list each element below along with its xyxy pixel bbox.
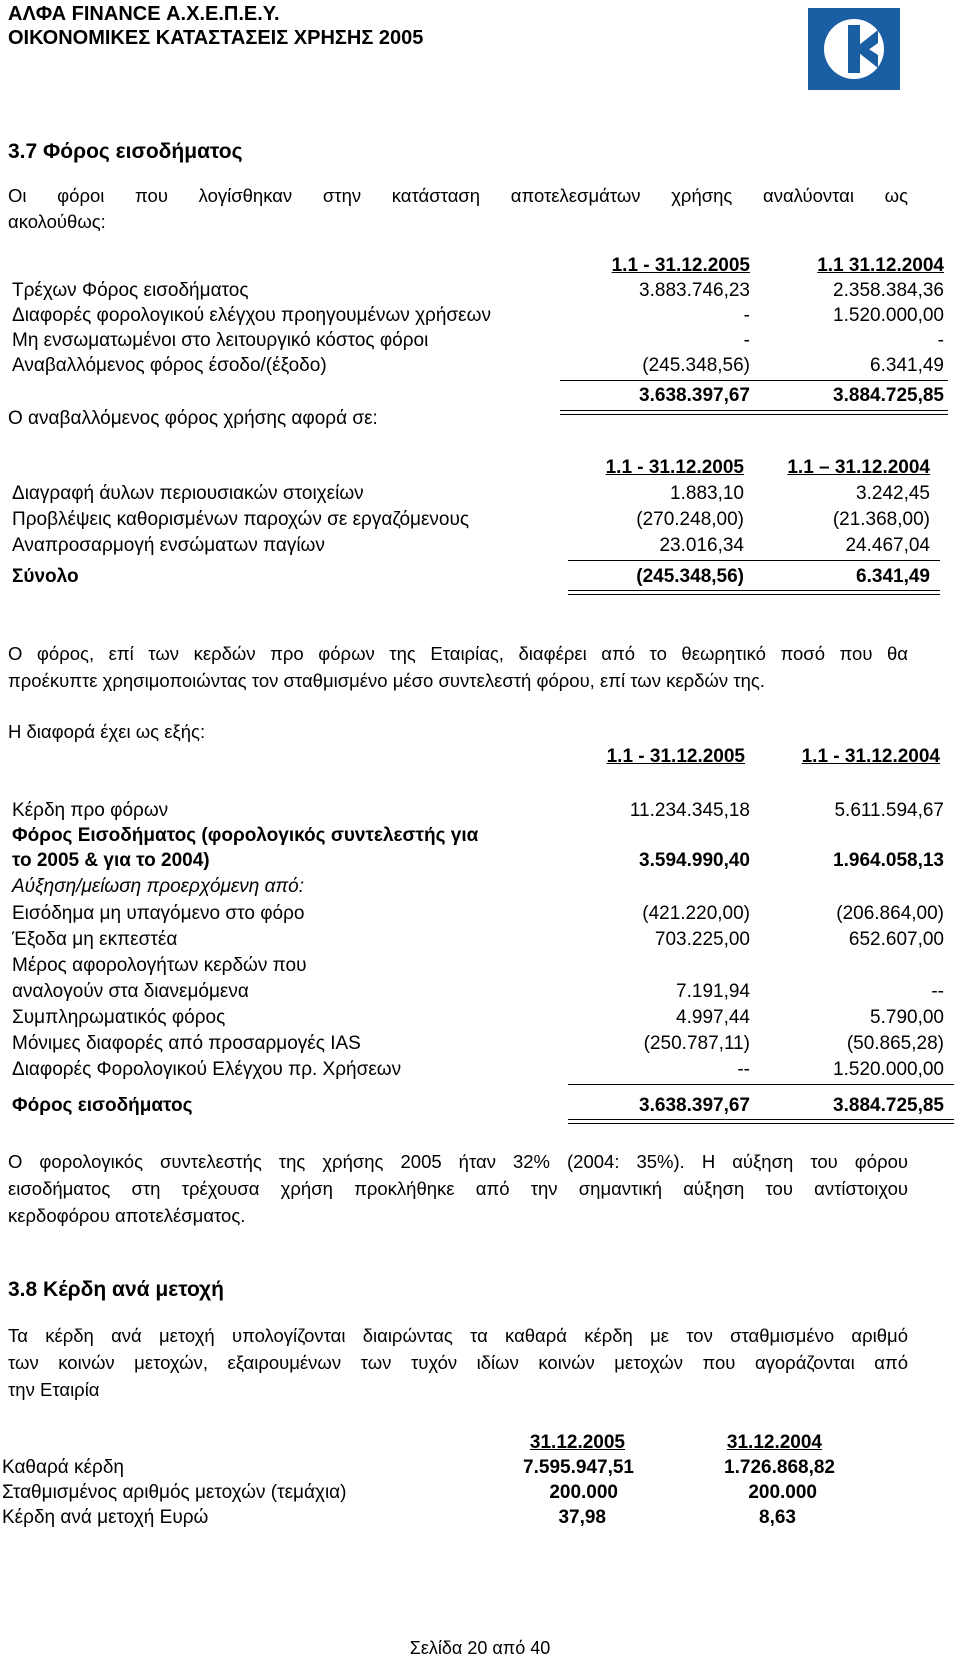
row-label: Αναβαλλόμενος φόρος έσοδο/(έξοδο) [12, 355, 327, 376]
row-value-2005: 37,98 [558, 1507, 606, 1528]
table-row [0, 955, 960, 981]
row-value-2004: - [937, 330, 944, 351]
table-row [0, 355, 960, 381]
total-label: Φόρος εισοδήματος [12, 1095, 193, 1116]
row-value-2004: 6.341,49 [870, 355, 944, 376]
document-title: ΟΙΚΟΝΟΜΙΚΕΣ ΚΑΤΑΣΤΑΣΕΙΣ ΧΡΗΣΗΣ 2005 [8, 27, 424, 49]
row-value-2004: (21.368,00) [832, 509, 930, 530]
table-row [0, 981, 960, 1007]
row-label: Αναπροσαρμογή ενσώματων παγίων [12, 535, 325, 556]
table-row [0, 800, 960, 826]
para3-line-1: Ο φορολογικός συντελεστής της χρήσης 2005 ήταν 32% (2004: 35%). Η αύξηση του φόρου [8, 1151, 908, 1172]
row-value-2004: 5.611.594,67 [834, 800, 944, 821]
eps-col2-header: 31.12.2004 [726, 1432, 822, 1453]
row-value-2005: 11.234.345,18 [629, 800, 750, 821]
company-name: ΑΛΦΑ FINANCE Α.Χ.Ε.Π.Ε.Υ. [8, 3, 280, 25]
table-row [0, 929, 960, 955]
row-value-2005: 7.595.947,51 [523, 1457, 634, 1478]
row-label: Διαφορές φορολογικού ελέγχου προηγουμένων χρήσεων [12, 305, 491, 326]
row-value-2005: (270.248,00) [636, 509, 744, 530]
row-label: Συμπληρωματικός φόρος [12, 1007, 226, 1028]
row-label: Αύξηση/μείωση προερχόμενη από: [12, 876, 305, 897]
para2-line-2: προέκυπτε χρησιμοποιώντας τον σταθμισμένο μέσο συντελεστή φόρου, επί των κερδών της. [8, 670, 765, 691]
deferred-tax-intro: Ο αναβαλλόμενος φόρος χρήσης αφορά σε: [8, 408, 378, 429]
row-label: αναλογούν στα διανεμόμενα [12, 981, 249, 1002]
row-label: Καθαρά κέρδη [2, 1457, 124, 1478]
row-value-2005: 23.016,34 [659, 535, 744, 556]
row-value-2005: 1.883,10 [670, 483, 744, 504]
row-value-2005: (421.220,00) [642, 903, 750, 924]
total-double-rule [560, 410, 948, 415]
row-value-2004: (206.864,00) [836, 903, 944, 924]
row-value-2004: -- [931, 981, 944, 1002]
row-value-2004: 1.726.868,82 [724, 1457, 835, 1478]
row-value-2004: (50.865,28) [846, 1033, 944, 1054]
row-label: το 2005 & για το 2004) [12, 850, 210, 871]
table-row [0, 509, 960, 535]
total-row [0, 566, 960, 592]
table-row [0, 1059, 960, 1085]
row-label: Διαγραφή άυλων περιουσιακών στοιχείων [12, 483, 364, 504]
row-value-2005: 200.000 [549, 1482, 618, 1503]
total-2005: 3.638.397,67 [639, 385, 750, 406]
row-value-2005: 703.225,00 [654, 929, 750, 950]
table-row [0, 483, 960, 509]
row-value-2005: - [743, 305, 750, 326]
row-value-2004: 1.520.000,00 [833, 305, 944, 326]
s38-para-line-3: την Εταιρία [8, 1379, 100, 1400]
s38-para-line-1: Τα κέρδη ανά μετοχή υπολογίζονται διαιρώντας τα καθαρά κέρδη με τον σταθμισμένο αριθμό [8, 1325, 908, 1346]
total-row [0, 1095, 960, 1121]
row-value-2004: 200.000 [748, 1482, 817, 1503]
alpha-bank-logo [808, 8, 900, 90]
row-label: Μη ενσωματωμένοι στο λειτουργικό κόστος φόροι [12, 330, 429, 351]
row-value-2004: 3.242,45 [856, 483, 930, 504]
total-2004: 3.884.725,85 [833, 1095, 944, 1116]
table-row [0, 305, 960, 331]
row-label: Τρέχων Φόρος εισοδήματος [12, 280, 249, 301]
section-3-7-title: 3.7 Φόρος εισοδήματος [8, 140, 243, 163]
row-value-2004: 652.607,00 [848, 929, 944, 950]
t3-col2-header: 1.1 - 31.12.2004 [801, 746, 940, 767]
row-value-2004: 2.358.384,36 [833, 280, 944, 301]
table-row [0, 330, 960, 356]
table-row [0, 280, 960, 306]
page-number: Σελίδα 20 από 40 [409, 1638, 551, 1658]
table-row [0, 850, 960, 876]
subtotal-rule [560, 380, 948, 381]
total-double-rule [568, 1119, 954, 1124]
row-value-2005: (250.787,11) [643, 1033, 750, 1054]
t1-col1-header: 1.1 - 31.12.2005 [611, 255, 750, 276]
para3-line-3: κερδοφόρου αποτελέσματος. [8, 1205, 246, 1226]
row-label: Διαφορές Φορολογικού Ελέγχου πρ. Χρήσεων [12, 1059, 402, 1080]
row-value-2004: 8,63 [759, 1507, 796, 1528]
table-row [0, 825, 960, 851]
intro-line-1: Οι φόροι που λογίσθηκαν στην κατάσταση αποτελεσμάτων χρήσης αναλύονται ως [8, 185, 908, 206]
row-label: Κέρδη ανά μετοχή Ευρώ [2, 1507, 209, 1528]
t3-col1-header: 1.1 - 31.12.2005 [606, 746, 745, 767]
total-2005: 3.638.397,67 [639, 1095, 750, 1116]
row-value-2005: -- [737, 1059, 750, 1080]
row-value-2005: - [743, 330, 750, 351]
row-label: Φόρος Εισοδήματος (φορολογικός συντελεστής για [12, 825, 479, 846]
total-2004: 6.341,49 [856, 566, 930, 587]
para3-line-2: εισοδήματος στη τρέχουσα χρήση προκλήθηκε από την σημαντική αύξηση του αντίστοιχου [8, 1178, 908, 1199]
subtotal-rule [568, 1084, 954, 1085]
row-value-2004: 5.790,00 [870, 1007, 944, 1028]
difference-intro: Η διαφορά έχει ως εξής: [8, 721, 206, 742]
row-value-2004: 1.964.058,13 [833, 850, 944, 871]
subtotal-rule [568, 560, 940, 561]
eps-col1-header: 31.12.2005 [529, 1432, 625, 1453]
para2-line-1: Ο φόρος, επί των κερδών προ φόρων της Εταιρίας, διαφέρει από το θεωρητικό ποσό που θα [8, 643, 908, 664]
section-3-8-title: 3.8 Κέρδη ανά μετοχή [8, 1278, 224, 1301]
row-value-2005: (245.348,56) [642, 355, 750, 376]
row-value-2005: 4.997,44 [676, 1007, 750, 1028]
alpha-logo-icon [808, 8, 900, 90]
row-value-2005: 7.191,94 [676, 981, 750, 1002]
t1-col2-header: 1.1 31.12.2004 [817, 255, 944, 276]
table-row [0, 1482, 960, 1508]
row-label: Κέρδη προ φόρων [12, 800, 169, 821]
total-2005: (245.348,56) [636, 566, 744, 587]
row-value-2004: 1.520.000,00 [833, 1059, 944, 1080]
row-value-2005: 3.594.990,40 [639, 850, 750, 871]
table-row [0, 1007, 960, 1033]
row-label: Έξοδα μη εκπεστέα [12, 929, 178, 950]
row-label: Μέρος αφορολογήτων κερδών που [12, 955, 307, 976]
row-label: Προβλέψεις καθορισμένων παροχών σε εργαζόμενους [12, 509, 470, 530]
table-row [0, 535, 960, 561]
row-value-2004: 24.467,04 [845, 535, 930, 556]
row-value-2005: 3.883.746,23 [639, 280, 750, 301]
total-2004: 3.884.725,85 [833, 385, 944, 406]
row-label: Μόνιμες διαφορές από προσαρμογές IAS [12, 1033, 361, 1054]
row-label: Εισόδημα μη υπαγόμενο στο φόρο [12, 903, 305, 924]
table-row [0, 876, 960, 902]
t2-col1-header: 1.1 - 31.12.2005 [605, 457, 744, 478]
table-row [0, 1033, 960, 1059]
intro-line-2: ακολούθως: [8, 211, 106, 232]
total-double-rule [568, 590, 940, 595]
t2-col2-header: 1.1 – 31.12.2004 [787, 457, 930, 478]
s38-para-line-2: των κοινών μετοχών, εξαιρουμένων των τυχόν ιδίων κοινών μετοχών που αγοράζονται από [8, 1352, 908, 1373]
table-row [0, 903, 960, 929]
total-label: Σύνολο [12, 566, 79, 587]
table-row [0, 1507, 960, 1533]
table-row [0, 1457, 960, 1483]
row-label: Σταθμισμένος αριθμός μετοχών (τεμάχια) [2, 1482, 347, 1503]
